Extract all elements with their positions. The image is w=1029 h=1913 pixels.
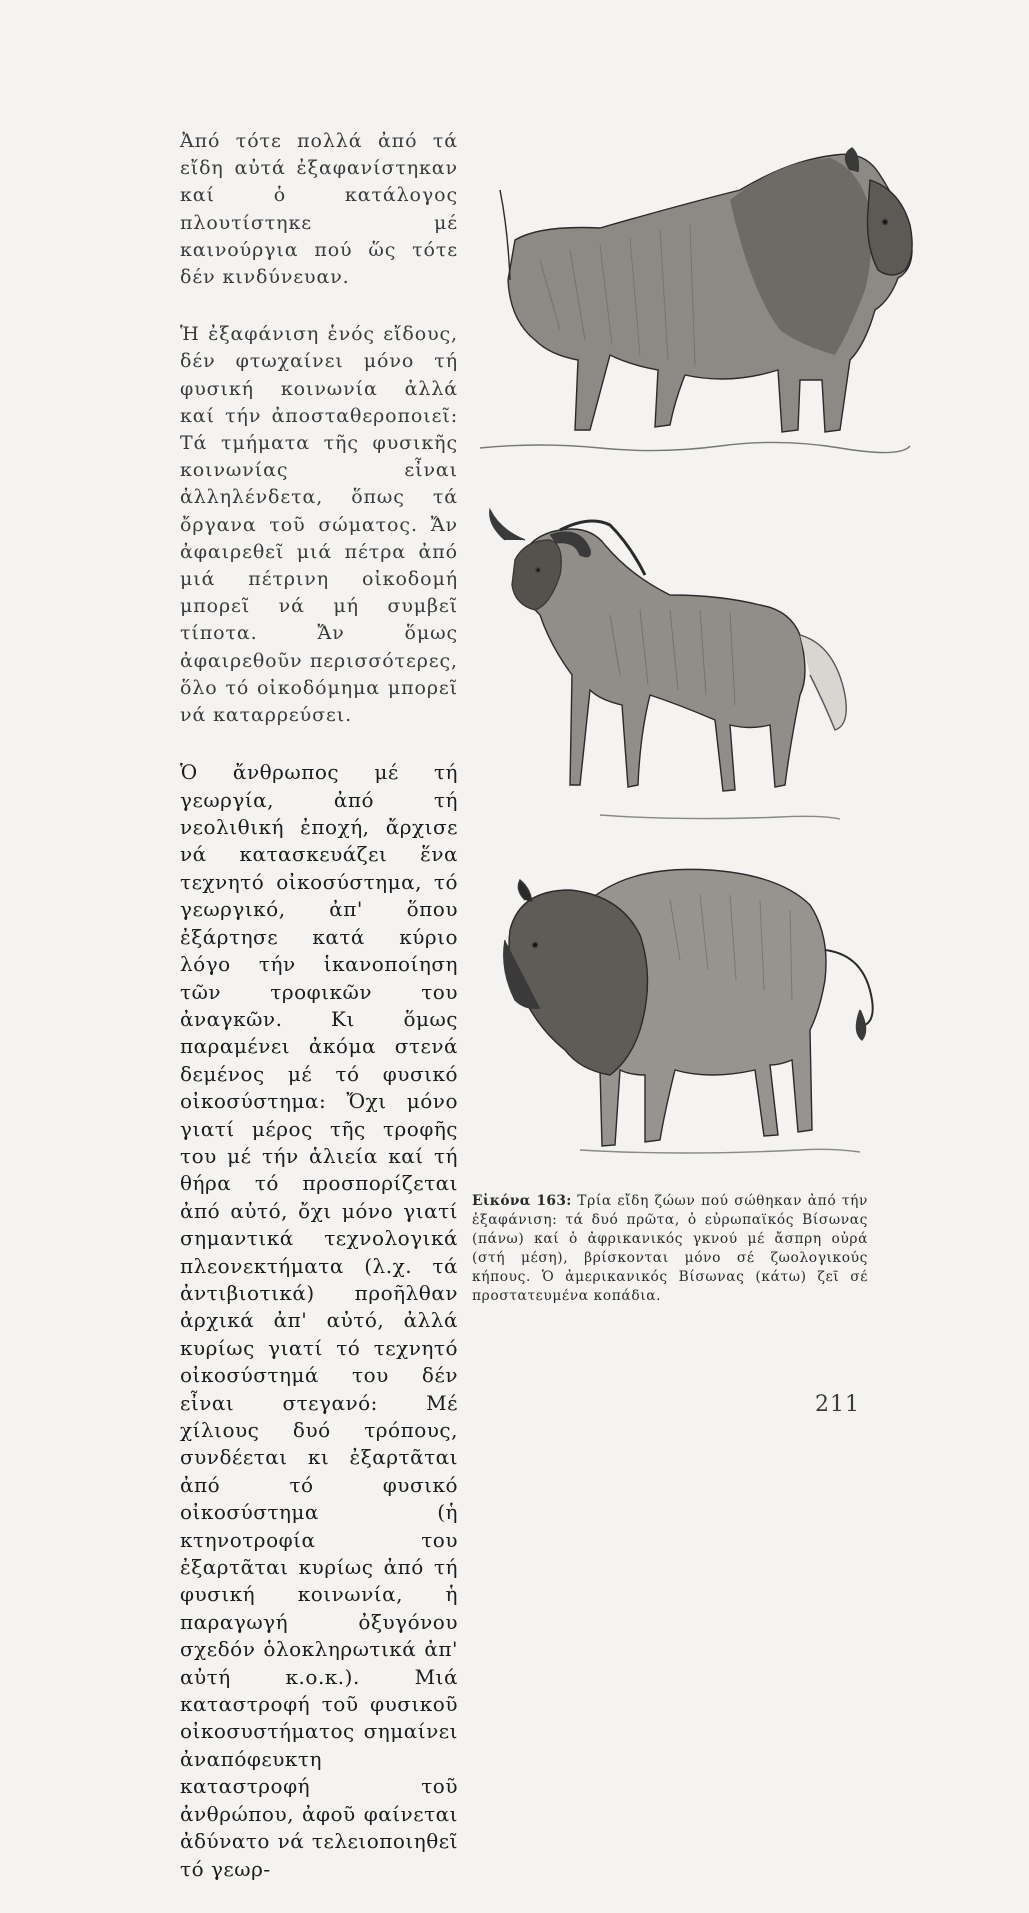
figure-label: Εἰκόνα 163: (472, 1193, 572, 1209)
figure-caption (472, 1192, 868, 1306)
american-bison-drawing (480, 860, 890, 1165)
gnu-drawing (480, 485, 865, 845)
page-number: 211 (815, 1392, 860, 1417)
paragraph-3: Ὁ ἄνθρωπος μέ τή γεωργία, ἀπό τή νεολιθική ἐποχή, ἄρχισε νά κατασκευάζει ἕνα τεχνητό οἰκοσύστημα, τό γεωργικό, ἀπ' ὅπου ἐξάρτησε κατά κύριο λόγο τήν ἱκανοποίηση τῶν τροφικῶν του ἀναγκῶν. Κι ὅμως παραμένει ἀκόμα στενά δεμένος μέ τό φυσικό οἰκοσύστημα: Ὄχι μόνο γιατί μέρος τῆς τροφῆς του μέ τήν ἁλιεία καί τή θήρα τό προσπορίζεται ἀπό αὐτό, ὄχι μόνο γιατί σημαντικά τεχνολογικά πλεονεκτήματα (λ.χ. τά ἀντιβιοτικά) προῆλθαν ἀρχικά ἀπ' αὐτό, ἀλλά κυρίως γιατί τό τεχνητό οἰκοσύστημά του δέν εἶναι στεγανό: Μέ χίλιους δυό τρόπους, συνδέεται κι ἐξαρτᾶται ἀπό τό φυσικό οἰκοσύστημα (ἡ κτηνοτροφία του ἐξαρτᾶται κυρίως ἀπό τή φυσική κοινωνία, ἡ παραγωγή ὀξυγόνου σχεδόν ὁλοκληρωτικά ἀπ' αὐτή κ.ο.κ.). Μιά καταστροφή τοῦ φυσικοῦ οἰκοσυστήματος σημαίνει ἀναπόφευκτη καταστροφή τοῦ ἀνθρώπου, ἀφοῦ φαίνεται ἀδύνατο νά τελειοποιηθεῖ τό γεωρ- (180, 760, 458, 1881)
american-bison-illustration (480, 860, 890, 1165)
body-text-column (180, 128, 458, 1913)
figure-caption-text: Τρία εἴδη ζώων πού σώθηκαν ἀπό τήν ἐξαφάνιση: τά δυό πρῶτα, ὁ εὐρωπαϊκός Βίσωνας (πάνω) καί ὁ ἀφρικανικός γκνού μέ ἄσπρη οὐρά (στή μέση), βρίσκονται μόνο σέ ζωολογικούς κήπους. Ὁ ἀμερικανικός Βίσωνας (κάτω) ζεῖ σέ προστατευμένα κοπάδια. (472, 1193, 869, 1304)
paragraph-1: Ἀπό τότε πολλά ἀπό τά εἴδη αὐτά ἐξαφανίστηκαν καί ὁ κατάλογος πλουτίστηκε μέ καινούργια πού ὥς τότε δέν κινδύνευαν. (180, 130, 458, 289)
paragraph-2: Ἡ ἐξαφάνιση ἑνός εἴδους, δέν φτωχαίνει μόνο τή φυσική κοινωνία ἀλλά καί τήν ἀποσταθεροποιεῖ: Τά τμήματα τῆς φυσικῆς κοινωνίας εἶναι ἀλληλένδετα, ὅπως τά ὄργανα τοῦ σώματος. Ἄν ἀφαιρεθεῖ μιά πέτρα ἀπό μιά πέτρινη οἰκοδομή μπορεῖ νά μή συμβεῖ τίποτα. Ἄν ὅμως ἀφαιρεθοῦν περισσότερες, ὅλο τό οἰκοδόμημα μπορεῖ νά καταρρεύσει. (180, 323, 458, 727)
european-bison-drawing (480, 130, 920, 470)
white-tailed-gnu-illustration (480, 485, 865, 845)
european-bison-illustration (480, 130, 920, 470)
